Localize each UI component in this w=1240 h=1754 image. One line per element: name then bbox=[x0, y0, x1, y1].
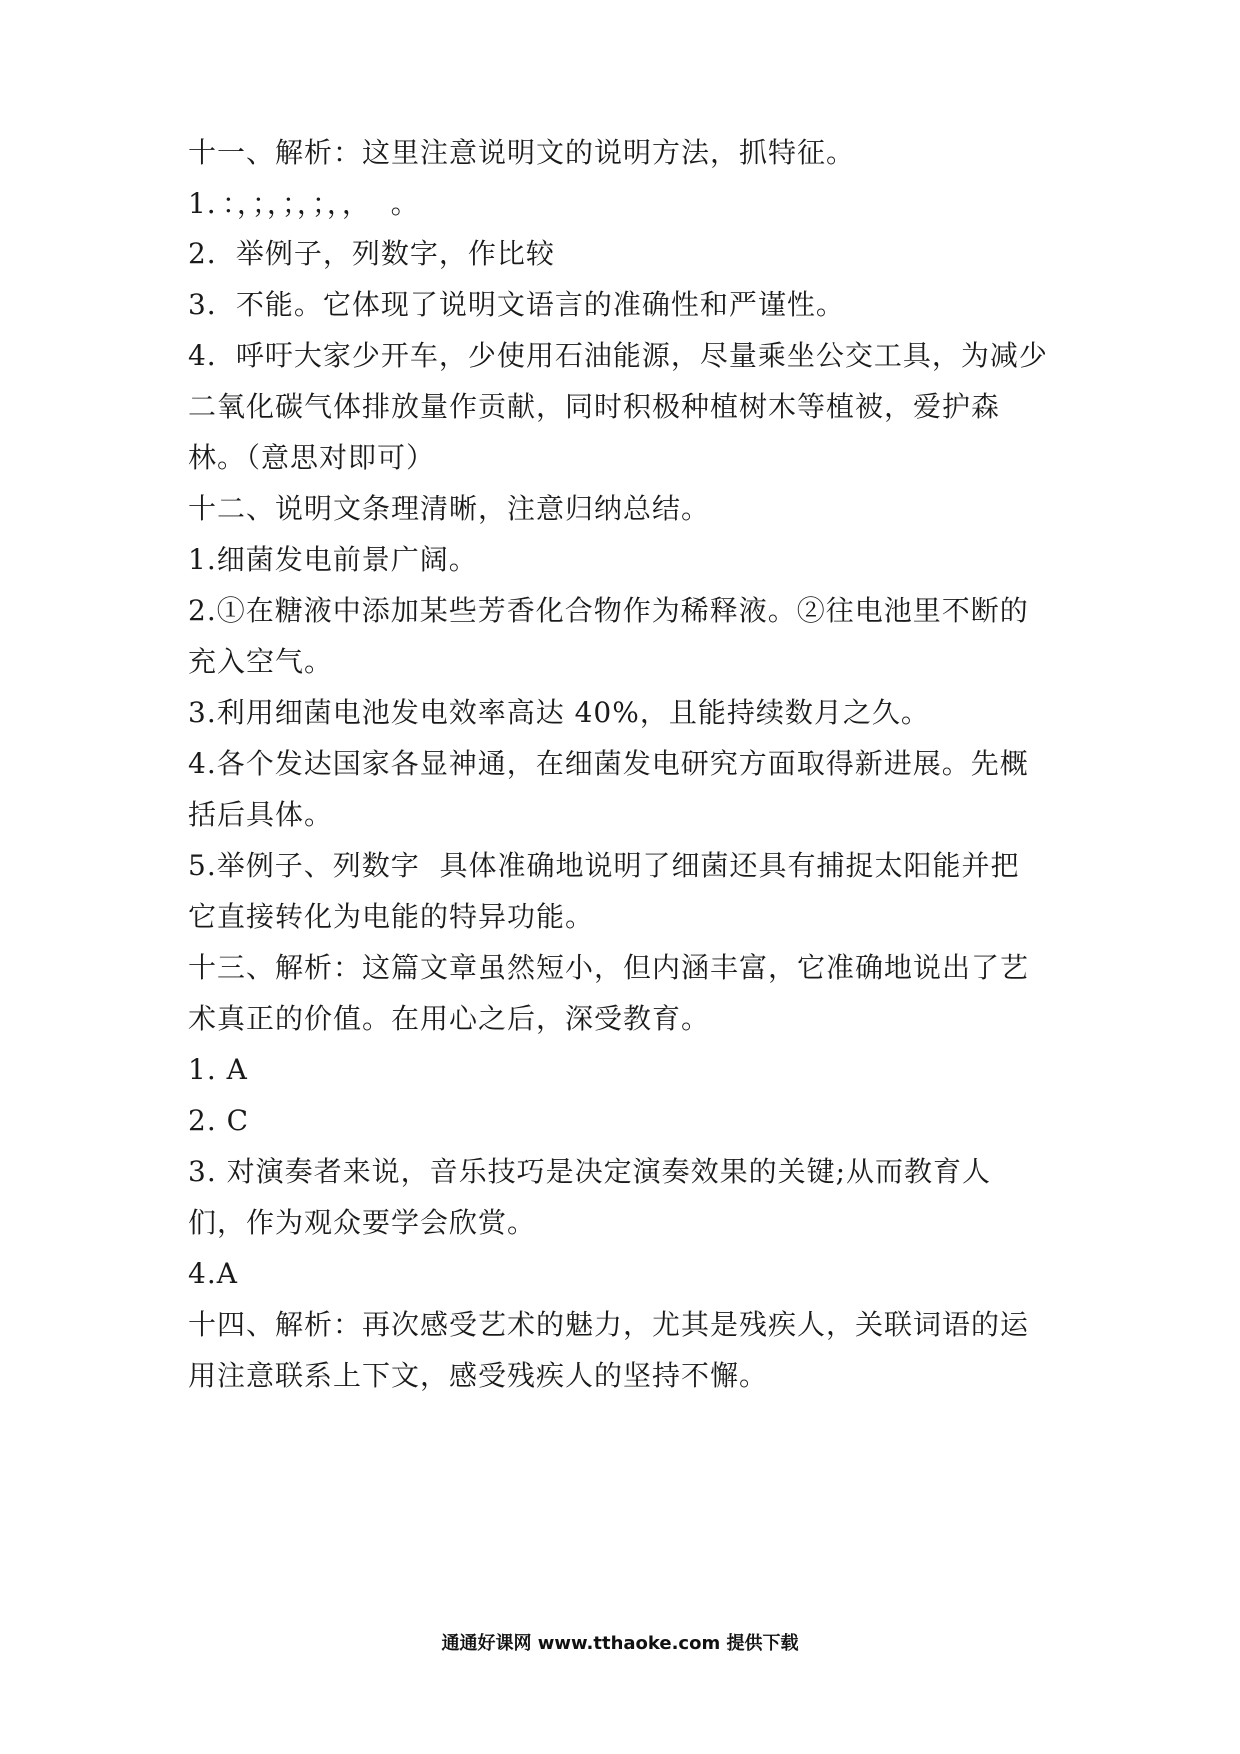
answer-12-2-line-2: 充入空气。 bbox=[188, 645, 334, 678]
section-13-heading-line-2: 术真正的价值。在用心之后，深受教育。 bbox=[188, 1002, 711, 1035]
answer-13-1: 1. A bbox=[188, 1053, 248, 1086]
answer-12-4-line-1: 4.各个发达国家各显神通，在细菌发电研究方面取得新进展。先概 bbox=[188, 747, 1029, 780]
answer-12-4-line-2: 括后具体。 bbox=[188, 798, 334, 831]
section-11-heading: 十一、解析：这里注意说明文的说明方法，抓特征。 bbox=[188, 136, 856, 169]
answer-12-1: 1.细菌发电前景广阔。 bbox=[188, 543, 478, 576]
answer-13-4: 4.A bbox=[188, 1257, 238, 1290]
section-12-heading: 十二、说明文条理清晰，注意归纳总结。 bbox=[188, 492, 711, 525]
answer-11-1: 1．：，；，；，；，， 。 bbox=[188, 187, 420, 220]
answer-11-2: 2．举例子，列数字，作比较 bbox=[188, 237, 555, 270]
answer-11-3: 3．不能。它体现了说明文语言的准确性和严谨性。 bbox=[188, 288, 845, 321]
answer-11-4-line-2: 二氧化碳气体排放量作贡献，同时积极种植树木等植被，爱护森 bbox=[188, 390, 1001, 423]
answer-11-4-line-1: 4．呼吁大家少开车，少使用石油能源，尽量乘坐公交工具，为减少 bbox=[188, 339, 1048, 372]
answer-13-2: 2. C bbox=[188, 1104, 250, 1137]
answer-12-5-line-1: 5.举例子、列数字 具体准确地说明了细菌还具有捕捉太阳能并把 bbox=[188, 849, 1020, 882]
answer-11-4-line-3: 林。（意思对即可） bbox=[188, 441, 436, 474]
page-footer: 通通好课网 www.tthaoke.com 提供下载 bbox=[441, 1633, 799, 1654]
answer-12-5-line-2: 它直接转化为电能的特异功能。 bbox=[188, 900, 595, 933]
answer-12-3: 3.利用细菌电池发电效率高达 40%，且能持续数月之久。 bbox=[188, 696, 930, 729]
section-13-heading-line-1: 十三、解析：这篇文章虽然短小，但内涵丰富，它准确地说出了艺 bbox=[188, 951, 1030, 984]
answer-13-3-line-2: 们，作为观众要学会欣赏。 bbox=[188, 1206, 537, 1239]
section-14-heading-line-1: 十四、解析：再次感受艺术的魅力，尤其是残疾人，关联词语的运 bbox=[188, 1308, 1030, 1341]
section-14-heading-line-2: 用注意联系上下文，感受残疾人的坚持不懈。 bbox=[188, 1359, 769, 1392]
answer-13-3-line-1: 3. 对演奏者来说，音乐技巧是决定演奏效果的关键;从而教育人 bbox=[188, 1155, 992, 1188]
answer-12-2-line-1: 2.①在糖液中添加某些芳香化合物作为稀释液。②往电池里不断的 bbox=[188, 594, 1029, 627]
